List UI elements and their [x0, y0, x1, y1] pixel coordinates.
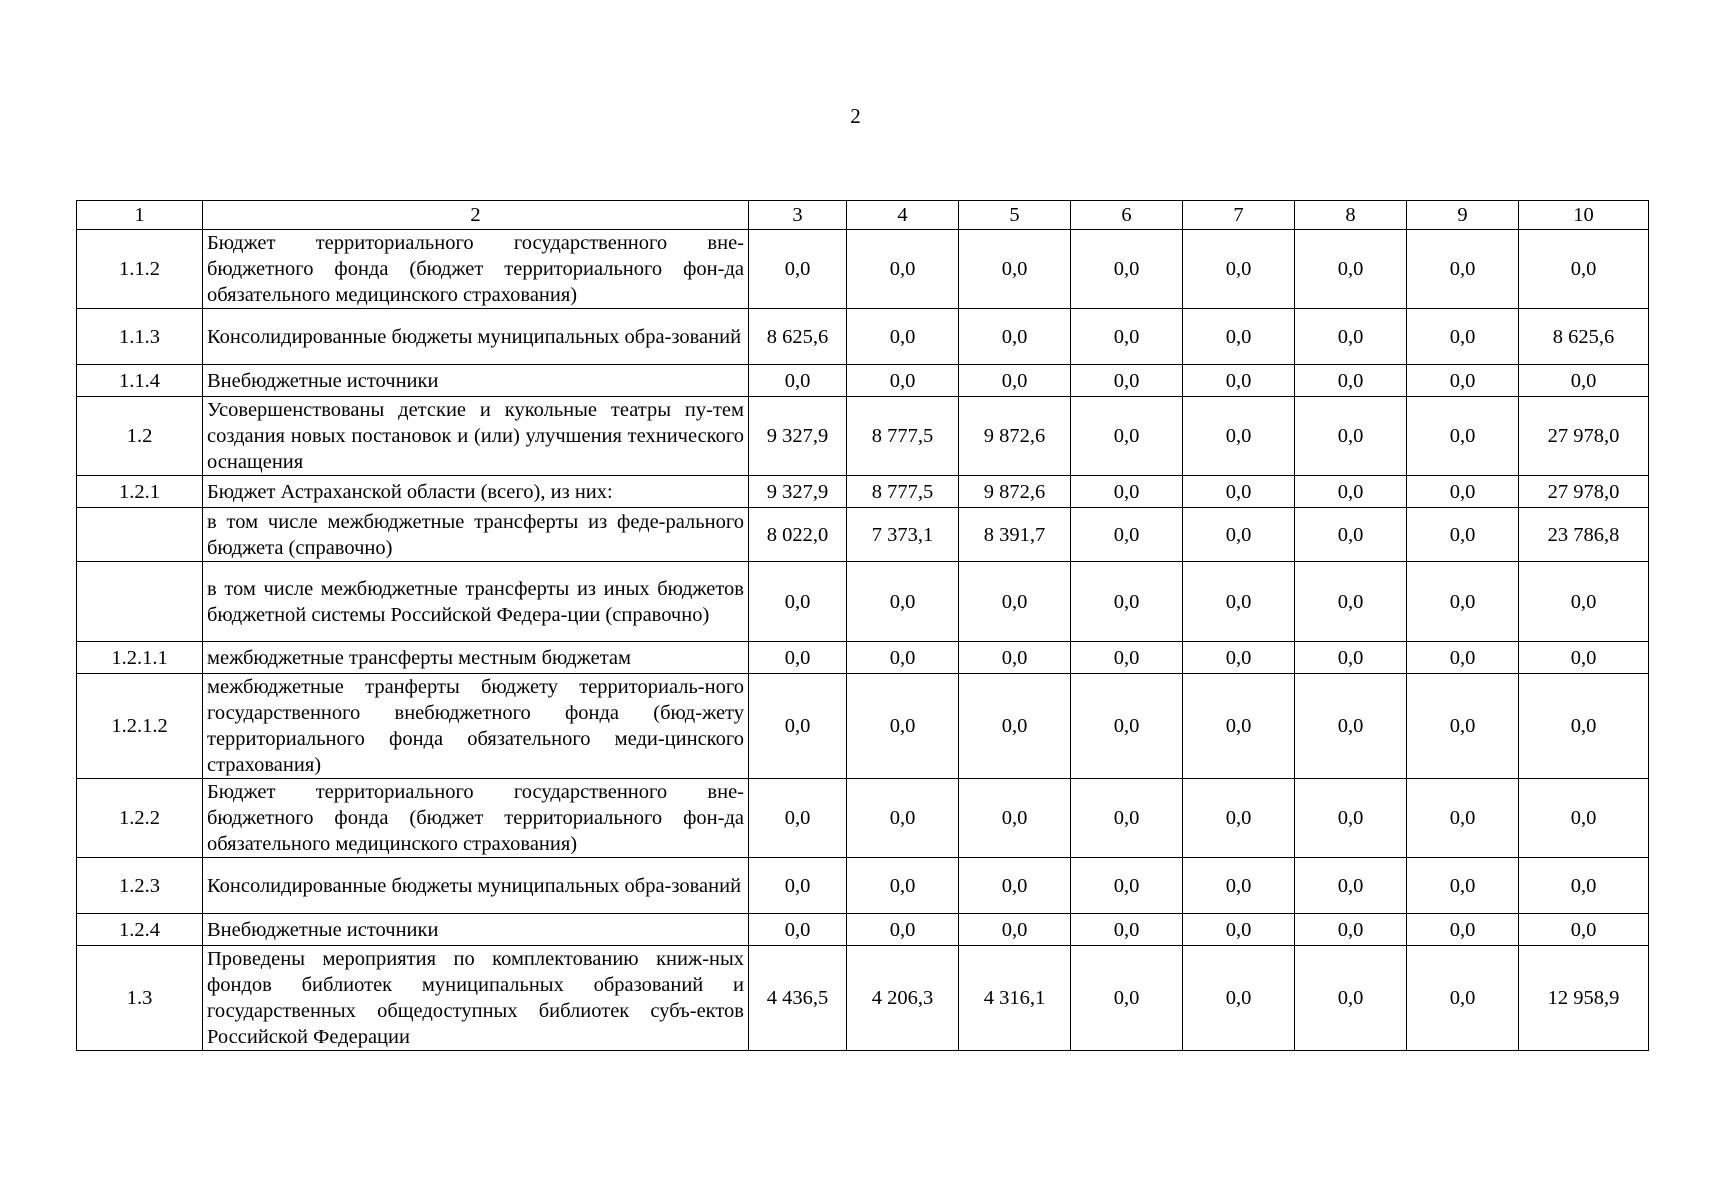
- row-description: Бюджет территориального государственного вне-бюджетного фонда (бюджет территориального фон-да обязательного медицинского страхования): [203, 779, 749, 858]
- value-col-4: 0,0: [847, 858, 959, 914]
- value-col-10: 0,0: [1519, 230, 1649, 309]
- row-code: 1.1.2: [77, 230, 203, 309]
- table-row: [77, 642, 1649, 674]
- value-col-5: 0,0: [959, 230, 1071, 309]
- value-col-10: 0,0: [1519, 858, 1649, 914]
- value-col-3: 0,0: [749, 562, 847, 642]
- value-col-6: 0,0: [1071, 508, 1183, 562]
- value-col-4: 0,0: [847, 779, 959, 858]
- row-code: 1.2.1.2: [77, 674, 203, 779]
- value-col-7: 0,0: [1183, 858, 1295, 914]
- value-col-10: 27 978,0: [1519, 397, 1649, 476]
- value-col-9: 0,0: [1407, 508, 1519, 562]
- row-description: Усовершенствованы детские и кукольные театры пу-тем создания новых постановок и (или) улучшения технического оснащения: [203, 397, 749, 476]
- value-col-4: 7 373,1: [847, 508, 959, 562]
- value-col-3: 0,0: [749, 642, 847, 674]
- row-code: 1.2.4: [77, 914, 203, 946]
- value-col-7: 0,0: [1183, 309, 1295, 365]
- value-col-4: 0,0: [847, 365, 959, 397]
- value-col-9: 0,0: [1407, 674, 1519, 779]
- table-row: [77, 674, 1649, 779]
- value-col-4: 8 777,5: [847, 476, 959, 508]
- value-col-10: 0,0: [1519, 779, 1649, 858]
- row-description: Консолидированные бюджеты муниципальных обра-зований: [203, 858, 749, 914]
- column-header-4: 4: [847, 201, 959, 230]
- value-col-6: 0,0: [1071, 397, 1183, 476]
- table-row: [77, 914, 1649, 946]
- value-col-8: 0,0: [1295, 858, 1407, 914]
- value-col-8: 0,0: [1295, 562, 1407, 642]
- column-header-2: 2: [203, 201, 749, 230]
- value-col-8: 0,0: [1295, 914, 1407, 946]
- value-col-4: 0,0: [847, 674, 959, 779]
- row-description: межбюджетные транферты бюджету территориаль-ного государственного внебюджетного фонда (бюд-жету территориального фонда обязательного меди-цинского страхования): [203, 674, 749, 779]
- column-header-1: 1: [77, 201, 203, 230]
- table-row: [77, 365, 1649, 397]
- value-col-7: 0,0: [1183, 397, 1295, 476]
- value-col-7: 0,0: [1183, 914, 1295, 946]
- value-col-5: 9 872,6: [959, 397, 1071, 476]
- value-col-3: 4 436,5: [749, 946, 847, 1051]
- value-col-8: 0,0: [1295, 946, 1407, 1051]
- column-header-8: 8: [1295, 201, 1407, 230]
- row-code: 1.1.4: [77, 365, 203, 397]
- table-row: [77, 508, 1649, 562]
- value-col-6: 0,0: [1071, 642, 1183, 674]
- value-col-7: 0,0: [1183, 230, 1295, 309]
- value-col-7: 0,0: [1183, 365, 1295, 397]
- value-col-3: 8 022,0: [749, 508, 847, 562]
- value-col-6: 0,0: [1071, 914, 1183, 946]
- table-row: [77, 476, 1649, 508]
- value-col-5: 0,0: [959, 779, 1071, 858]
- value-col-6: 0,0: [1071, 858, 1183, 914]
- value-col-7: 0,0: [1183, 779, 1295, 858]
- value-col-4: 4 206,3: [847, 946, 959, 1051]
- column-header-3: 3: [749, 201, 847, 230]
- column-header-7: 7: [1183, 201, 1295, 230]
- value-col-3: 0,0: [749, 230, 847, 309]
- page-number: 2: [850, 104, 861, 128]
- row-description: в том числе межбюджетные трансферты из феде-рального бюджета (справочно): [203, 508, 749, 562]
- budget-table: [76, 200, 1649, 1051]
- row-code: 1.1.3: [77, 309, 203, 365]
- table-body: [77, 230, 1649, 1051]
- row-description: Проведены мероприятия по комплектованию книж-ных фондов библиотек муниципальных образований и государственных общедоступных библиотек субъ-ектов Российской Федерации: [203, 946, 749, 1051]
- row-code: 1.2.1: [77, 476, 203, 508]
- value-col-5: 0,0: [959, 642, 1071, 674]
- value-col-7: 0,0: [1183, 946, 1295, 1051]
- value-col-10: 8 625,6: [1519, 309, 1649, 365]
- value-col-7: 0,0: [1183, 642, 1295, 674]
- value-col-5: 0,0: [959, 914, 1071, 946]
- value-col-3: 8 625,6: [749, 309, 847, 365]
- column-header-5: 5: [959, 201, 1071, 230]
- value-col-4: 8 777,5: [847, 397, 959, 476]
- column-header-6: 6: [1071, 201, 1183, 230]
- value-col-8: 0,0: [1295, 508, 1407, 562]
- row-code: 1.3: [77, 946, 203, 1051]
- table-row: [77, 309, 1649, 365]
- value-col-5: 0,0: [959, 674, 1071, 779]
- table-row: [77, 230, 1649, 309]
- row-description: Внебюджетные источники: [203, 914, 749, 946]
- value-col-8: 0,0: [1295, 230, 1407, 309]
- value-col-5: 0,0: [959, 858, 1071, 914]
- table-row: [77, 397, 1649, 476]
- value-col-4: 0,0: [847, 562, 959, 642]
- value-col-7: 0,0: [1183, 562, 1295, 642]
- value-col-8: 0,0: [1295, 642, 1407, 674]
- column-header-9: 9: [1407, 201, 1519, 230]
- row-code: 1.2: [77, 397, 203, 476]
- value-col-5: 4 316,1: [959, 946, 1071, 1051]
- value-col-9: 0,0: [1407, 858, 1519, 914]
- value-col-7: 0,0: [1183, 508, 1295, 562]
- value-col-3: 0,0: [749, 779, 847, 858]
- value-col-5: 0,0: [959, 309, 1071, 365]
- value-col-3: 0,0: [749, 858, 847, 914]
- value-col-9: 0,0: [1407, 397, 1519, 476]
- value-col-5: 0,0: [959, 562, 1071, 642]
- value-col-9: 0,0: [1407, 230, 1519, 309]
- value-col-6: 0,0: [1071, 562, 1183, 642]
- value-col-8: 0,0: [1295, 674, 1407, 779]
- value-col-4: 0,0: [847, 230, 959, 309]
- value-col-3: 9 327,9: [749, 397, 847, 476]
- value-col-9: 0,0: [1407, 914, 1519, 946]
- table-row: [77, 946, 1649, 1051]
- column-header-10: 10: [1519, 201, 1649, 230]
- value-col-8: 0,0: [1295, 397, 1407, 476]
- value-col-10: 0,0: [1519, 914, 1649, 946]
- value-col-7: 0,0: [1183, 674, 1295, 779]
- value-col-4: 0,0: [847, 642, 959, 674]
- value-col-10: 0,0: [1519, 365, 1649, 397]
- value-col-10: 23 786,8: [1519, 508, 1649, 562]
- value-col-10: 0,0: [1519, 562, 1649, 642]
- value-col-8: 0,0: [1295, 365, 1407, 397]
- row-code: 1.2.3: [77, 858, 203, 914]
- value-col-7: 0,0: [1183, 476, 1295, 508]
- value-col-5: 9 872,6: [959, 476, 1071, 508]
- value-col-3: 0,0: [749, 365, 847, 397]
- value-col-3: 0,0: [749, 914, 847, 946]
- value-col-6: 0,0: [1071, 365, 1183, 397]
- value-col-9: 0,0: [1407, 309, 1519, 365]
- table-row: [77, 779, 1649, 858]
- value-col-10: 27 978,0: [1519, 476, 1649, 508]
- value-col-9: 0,0: [1407, 946, 1519, 1051]
- value-col-10: 12 958,9: [1519, 946, 1649, 1051]
- value-col-9: 0,0: [1407, 365, 1519, 397]
- value-col-9: 0,0: [1407, 476, 1519, 508]
- row-description: Бюджет Астраханской области (всего), из них:: [203, 476, 749, 508]
- value-col-8: 0,0: [1295, 476, 1407, 508]
- value-col-5: 0,0: [959, 365, 1071, 397]
- value-col-9: 0,0: [1407, 562, 1519, 642]
- value-col-4: 0,0: [847, 914, 959, 946]
- value-col-8: 0,0: [1295, 779, 1407, 858]
- row-code: 1.2.1.1: [77, 642, 203, 674]
- value-col-6: 0,0: [1071, 674, 1183, 779]
- row-description: Внебюджетные источники: [203, 365, 749, 397]
- value-col-6: 0,0: [1071, 476, 1183, 508]
- value-col-6: 0,0: [1071, 230, 1183, 309]
- value-col-10: 0,0: [1519, 642, 1649, 674]
- value-col-10: 0,0: [1519, 674, 1649, 779]
- row-code: [77, 508, 203, 562]
- row-description: в том числе межбюджетные трансферты из иных бюджетов бюджетной системы Российской Федера-ции (справочно): [203, 562, 749, 642]
- row-code: 1.2.2: [77, 779, 203, 858]
- value-col-5: 8 391,7: [959, 508, 1071, 562]
- row-description: Бюджет территориального государственного вне-бюджетного фонда (бюджет территориального фон-да обязательного медицинского страхования): [203, 230, 749, 309]
- value-col-9: 0,0: [1407, 642, 1519, 674]
- value-col-8: 0,0: [1295, 309, 1407, 365]
- value-col-3: 0,0: [749, 674, 847, 779]
- row-code: [77, 562, 203, 642]
- header-row: [77, 201, 1649, 230]
- value-col-6: 0,0: [1071, 946, 1183, 1051]
- value-col-3: 9 327,9: [749, 476, 847, 508]
- row-description: Консолидированные бюджеты муниципальных обра-зований: [203, 309, 749, 365]
- table-row: [77, 858, 1649, 914]
- row-description: межбюджетные трансферты местным бюджетам: [203, 642, 749, 674]
- value-col-6: 0,0: [1071, 309, 1183, 365]
- table-row: [77, 562, 1649, 642]
- value-col-9: 0,0: [1407, 779, 1519, 858]
- value-col-4: 0,0: [847, 309, 959, 365]
- value-col-6: 0,0: [1071, 779, 1183, 858]
